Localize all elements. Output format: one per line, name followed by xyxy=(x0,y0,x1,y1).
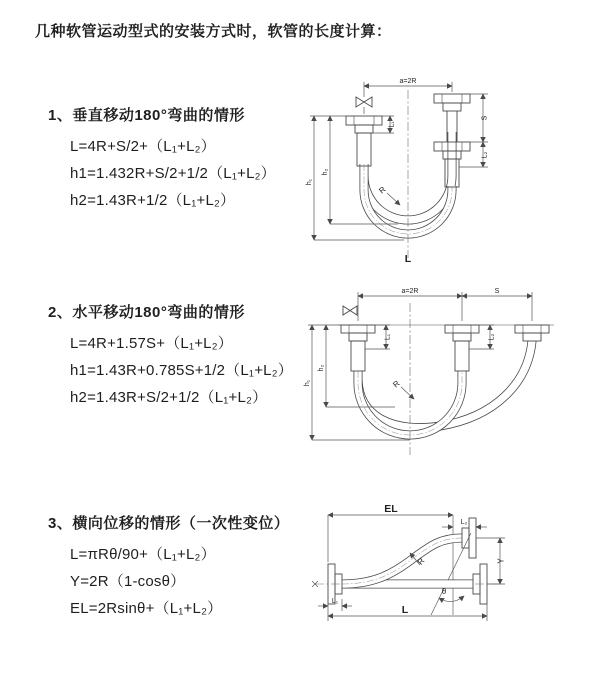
section-2-heading: 2、水平移动180°弯曲的情形 xyxy=(48,304,245,321)
formula-line: h1=1.43R+0.785S+1/2（L₁+L₂） xyxy=(70,362,293,379)
dim-label-r: R xyxy=(377,184,388,196)
formula-line: L=4R+1.57S+（L₁+L₂） xyxy=(70,335,233,352)
dim-label-r: R xyxy=(415,556,427,567)
dimension-a-2r xyxy=(364,78,452,92)
dimension-l2 xyxy=(442,519,487,533)
dimension-h1 xyxy=(306,116,404,240)
radius-label xyxy=(391,379,414,399)
valve-icon xyxy=(343,306,357,315)
dimension-h2 xyxy=(308,325,395,407)
dim-label-el: EL xyxy=(384,503,398,515)
dimension-theta xyxy=(439,587,464,602)
dimension-l2 xyxy=(469,325,496,349)
section-3-heading: 3、横向位移的情形（一次性变位） xyxy=(48,515,290,532)
middle-flange-fitting xyxy=(445,325,479,371)
dim-label-h2: h₂ xyxy=(318,364,325,372)
formula-line: L=4R+S/2+（L₁+L₂） xyxy=(70,138,216,155)
dim-label-l2: L₂ xyxy=(460,519,468,526)
formula-line: h1=1.432R+S/2+1/2（L₁+L₂） xyxy=(70,165,276,182)
formula-line: L=πRθ/90+（L₁+L₂） xyxy=(70,546,216,563)
diagram-vertical-180-bend xyxy=(300,72,590,267)
dim-label-r: R xyxy=(391,378,402,390)
dim-label-l1: L₁ xyxy=(331,598,339,605)
formula-line: EL=2Rsinθ+（L₁+L₂） xyxy=(70,600,223,617)
left-flange-fitting xyxy=(341,325,375,371)
formula-line: Y=2R（1-cosθ） xyxy=(70,573,186,590)
section-horizontal-movement xyxy=(48,301,293,411)
dim-label-s: S xyxy=(494,288,500,295)
hose-displaced-position xyxy=(342,538,462,584)
section-2-formulas xyxy=(48,330,293,411)
dim-label-l: L xyxy=(404,253,412,265)
dim-label-l: L xyxy=(401,604,409,616)
hose-swung-position xyxy=(358,341,532,428)
section-3-formulas xyxy=(48,541,289,622)
dimension-h2 xyxy=(310,116,398,224)
dim-label-y: Y xyxy=(496,558,506,564)
page-title: 几种软管运动型式的安装方式时，软管的长度计算： xyxy=(35,23,392,40)
section-1-formulas xyxy=(48,133,276,214)
dim-label-l2: L₂ xyxy=(488,333,496,341)
braided-section xyxy=(455,341,469,371)
dimension-s xyxy=(459,94,489,167)
radius-label xyxy=(377,185,400,205)
dimension-l1 xyxy=(318,598,352,611)
section-1-heading: 1、垂直移动180°弯曲的情形 xyxy=(48,107,245,124)
dimension-l1 xyxy=(373,116,396,133)
dim-label-l2: L₂ xyxy=(481,151,489,159)
left-flange-fitting xyxy=(346,116,382,166)
braided-section xyxy=(351,341,365,371)
formula-line: h2=1.43R+S/2+1/2（L₁+L₂） xyxy=(70,389,268,406)
dimension-l1 xyxy=(365,325,392,349)
right-flange-fitting xyxy=(515,325,549,341)
dim-label-a2r: a=2R xyxy=(399,78,417,85)
valve-icon xyxy=(356,82,372,114)
dimension-l xyxy=(328,604,487,621)
section-vertical-movement xyxy=(48,104,276,214)
dim-label-l1: L₁ xyxy=(384,333,392,341)
diagram-lateral-displacement xyxy=(303,503,598,658)
dimension-el xyxy=(328,503,453,562)
dim-label-a2r: a=2R xyxy=(401,288,419,295)
dim-label-s: S xyxy=(481,115,489,121)
dimension-s xyxy=(462,288,532,296)
dim-label-h2: h₂ xyxy=(322,168,329,176)
section-lateral-displacement xyxy=(48,512,289,622)
formula-line: h2=1.43R+1/2（L₁+L₂） xyxy=(70,192,236,209)
dimension-a-2r xyxy=(358,288,532,321)
dim-label-h1: h₁ xyxy=(306,178,313,186)
dim-label-theta: θ xyxy=(441,587,447,596)
diagram-horizontal-180-bend xyxy=(300,283,595,463)
dim-label-h1: h₁ xyxy=(304,379,311,387)
dim-label-l1: L₁ xyxy=(388,121,396,128)
braided-section xyxy=(357,133,371,166)
